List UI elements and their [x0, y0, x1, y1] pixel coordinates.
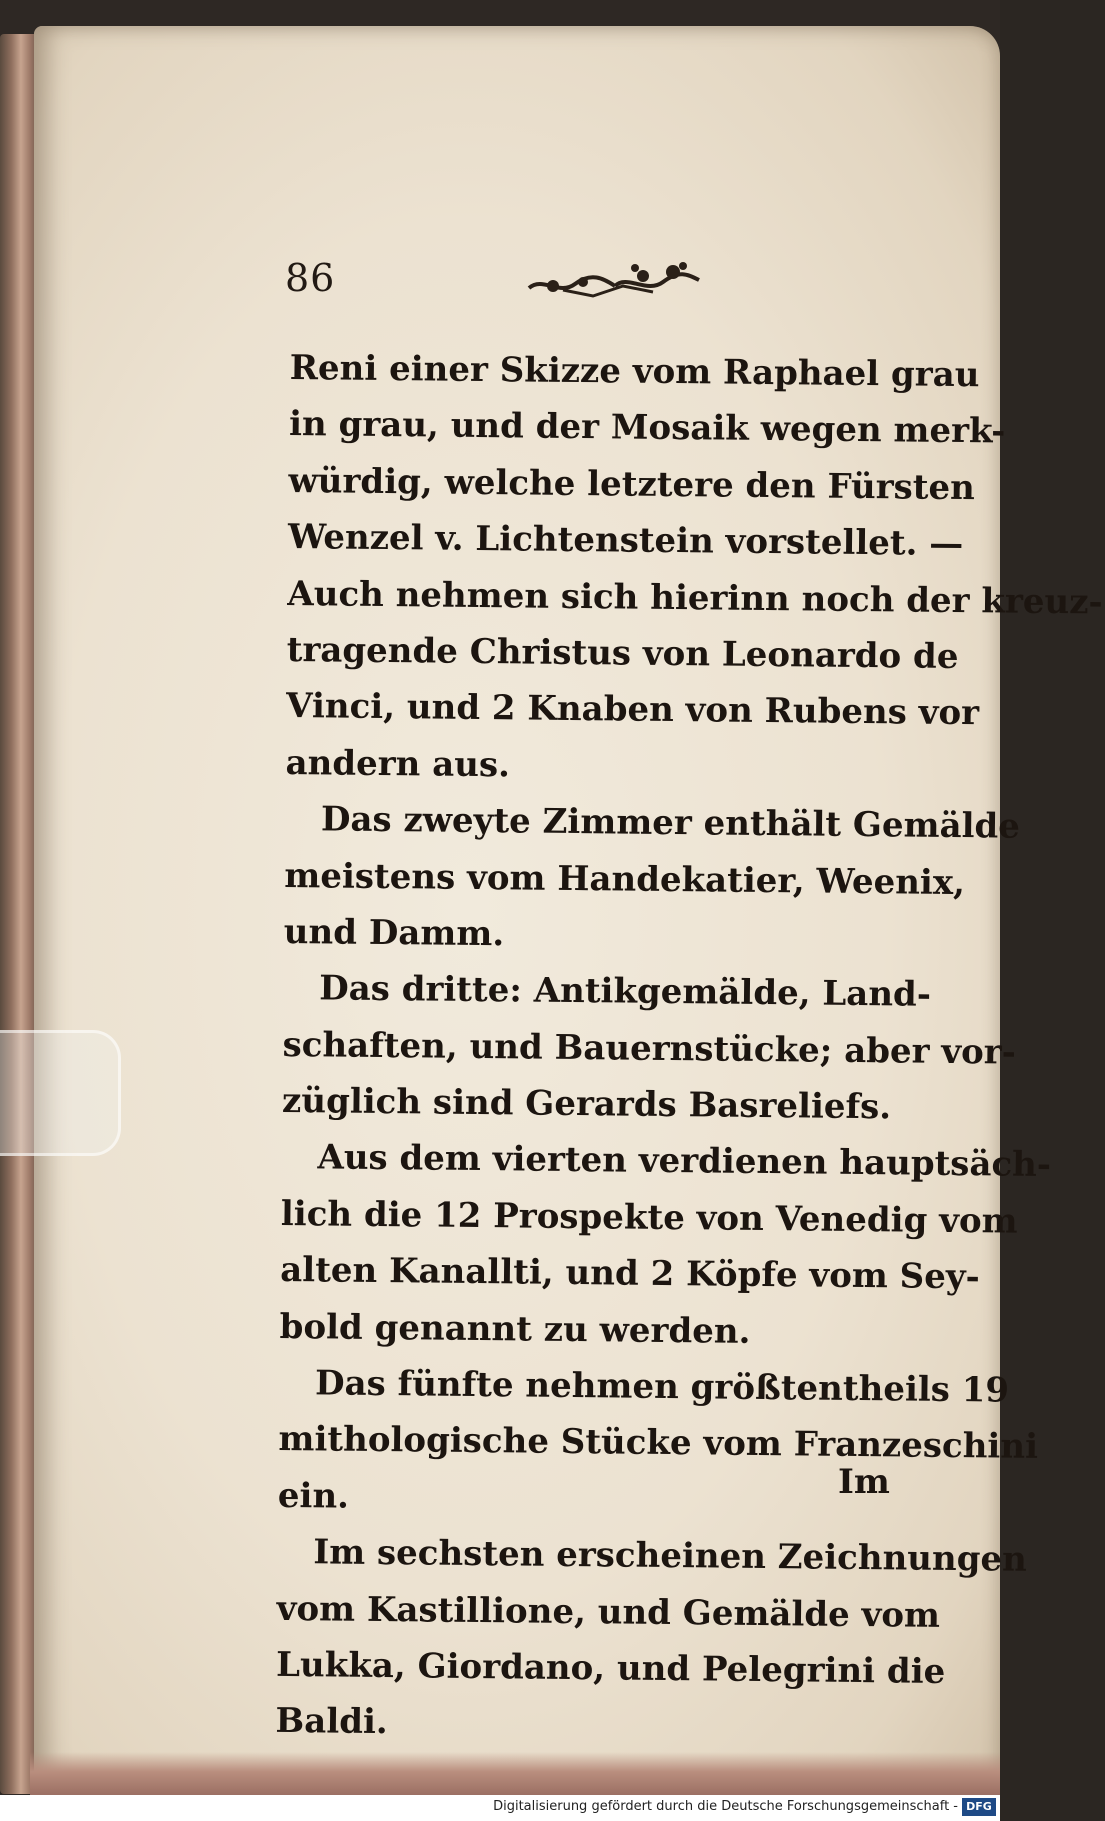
book-bottom-edge	[30, 1752, 1000, 1796]
text-line: Lukka, Giordano, und Pelegrini die	[275, 1644, 946, 1692]
page-number: 86	[285, 256, 336, 300]
text-line: lich die 12 Prospekte von Venedig vom	[280, 1193, 1018, 1242]
text-line: Das dritte: Antikgemälde, Land-	[318, 968, 932, 1016]
text-line: Aus dem vierten verdienen hauptsäch-	[317, 1137, 1052, 1186]
page-header	[285, 252, 925, 312]
ornament-icon	[523, 256, 703, 304]
text-line: andern aus.	[285, 742, 511, 786]
text-line: mithologische Stücke vom Franzeschini	[278, 1419, 1039, 1468]
text-line: Im sechsten erscheinen Zeichnungen	[313, 1532, 1028, 1580]
text-line: züglich sind Gerards Basreliefs.	[281, 1081, 892, 1128]
text-line: in grau, und der Mosaik wegen merk-	[288, 404, 1006, 452]
text-line: tragende Christus von Leonardo de	[286, 629, 959, 677]
funding-credit: Digitalisierung gefördert durch die Deutsche Forschungsgemeinschaft -	[493, 1799, 958, 1814]
text-line: würdig, welche letztere den Fürsten	[288, 460, 976, 508]
catchword-text: Im	[838, 1462, 890, 1502]
text-line: Das zweyte Zimmer enthält Gemälde	[320, 799, 1021, 847]
book-spine-edge	[0, 34, 38, 1794]
text-line: Auch nehmen sich hierinn noch der kreuz-	[287, 573, 1103, 623]
text-line: Vinci, und 2 Knaben von Rubens vor	[285, 686, 980, 734]
dfg-logo-icon: DFG	[962, 1798, 996, 1816]
text-line: ein.	[277, 1475, 350, 1517]
page-clip	[0, 1030, 121, 1156]
text-line: Reni einer Skizze vom Raphael grau	[289, 347, 980, 396]
text-line: bold genannt zu werden.	[279, 1306, 751, 1352]
text-line: Wenzel v. Lichtenstein vorstellet. —	[287, 517, 964, 565]
text-line: und Damm.	[283, 911, 505, 955]
text-line: Baldi.	[275, 1701, 388, 1743]
text-line: meistens vom Handekatier, Weenix,	[284, 855, 966, 903]
body-text	[275, 340, 1103, 1756]
text-line: Das fünfte nehmen größtentheils 19	[314, 1363, 1010, 1411]
footer-bar	[0, 1795, 1000, 1821]
text-line: schaften, und Bauernstücke; aber vor-	[282, 1024, 1017, 1073]
catchword	[838, 1462, 938, 1522]
text-line: alten Kanallti, und 2 Köpfe vom Sey-	[280, 1250, 980, 1298]
text-line: vom Kastillione, und Gemälde vom	[276, 1588, 941, 1636]
